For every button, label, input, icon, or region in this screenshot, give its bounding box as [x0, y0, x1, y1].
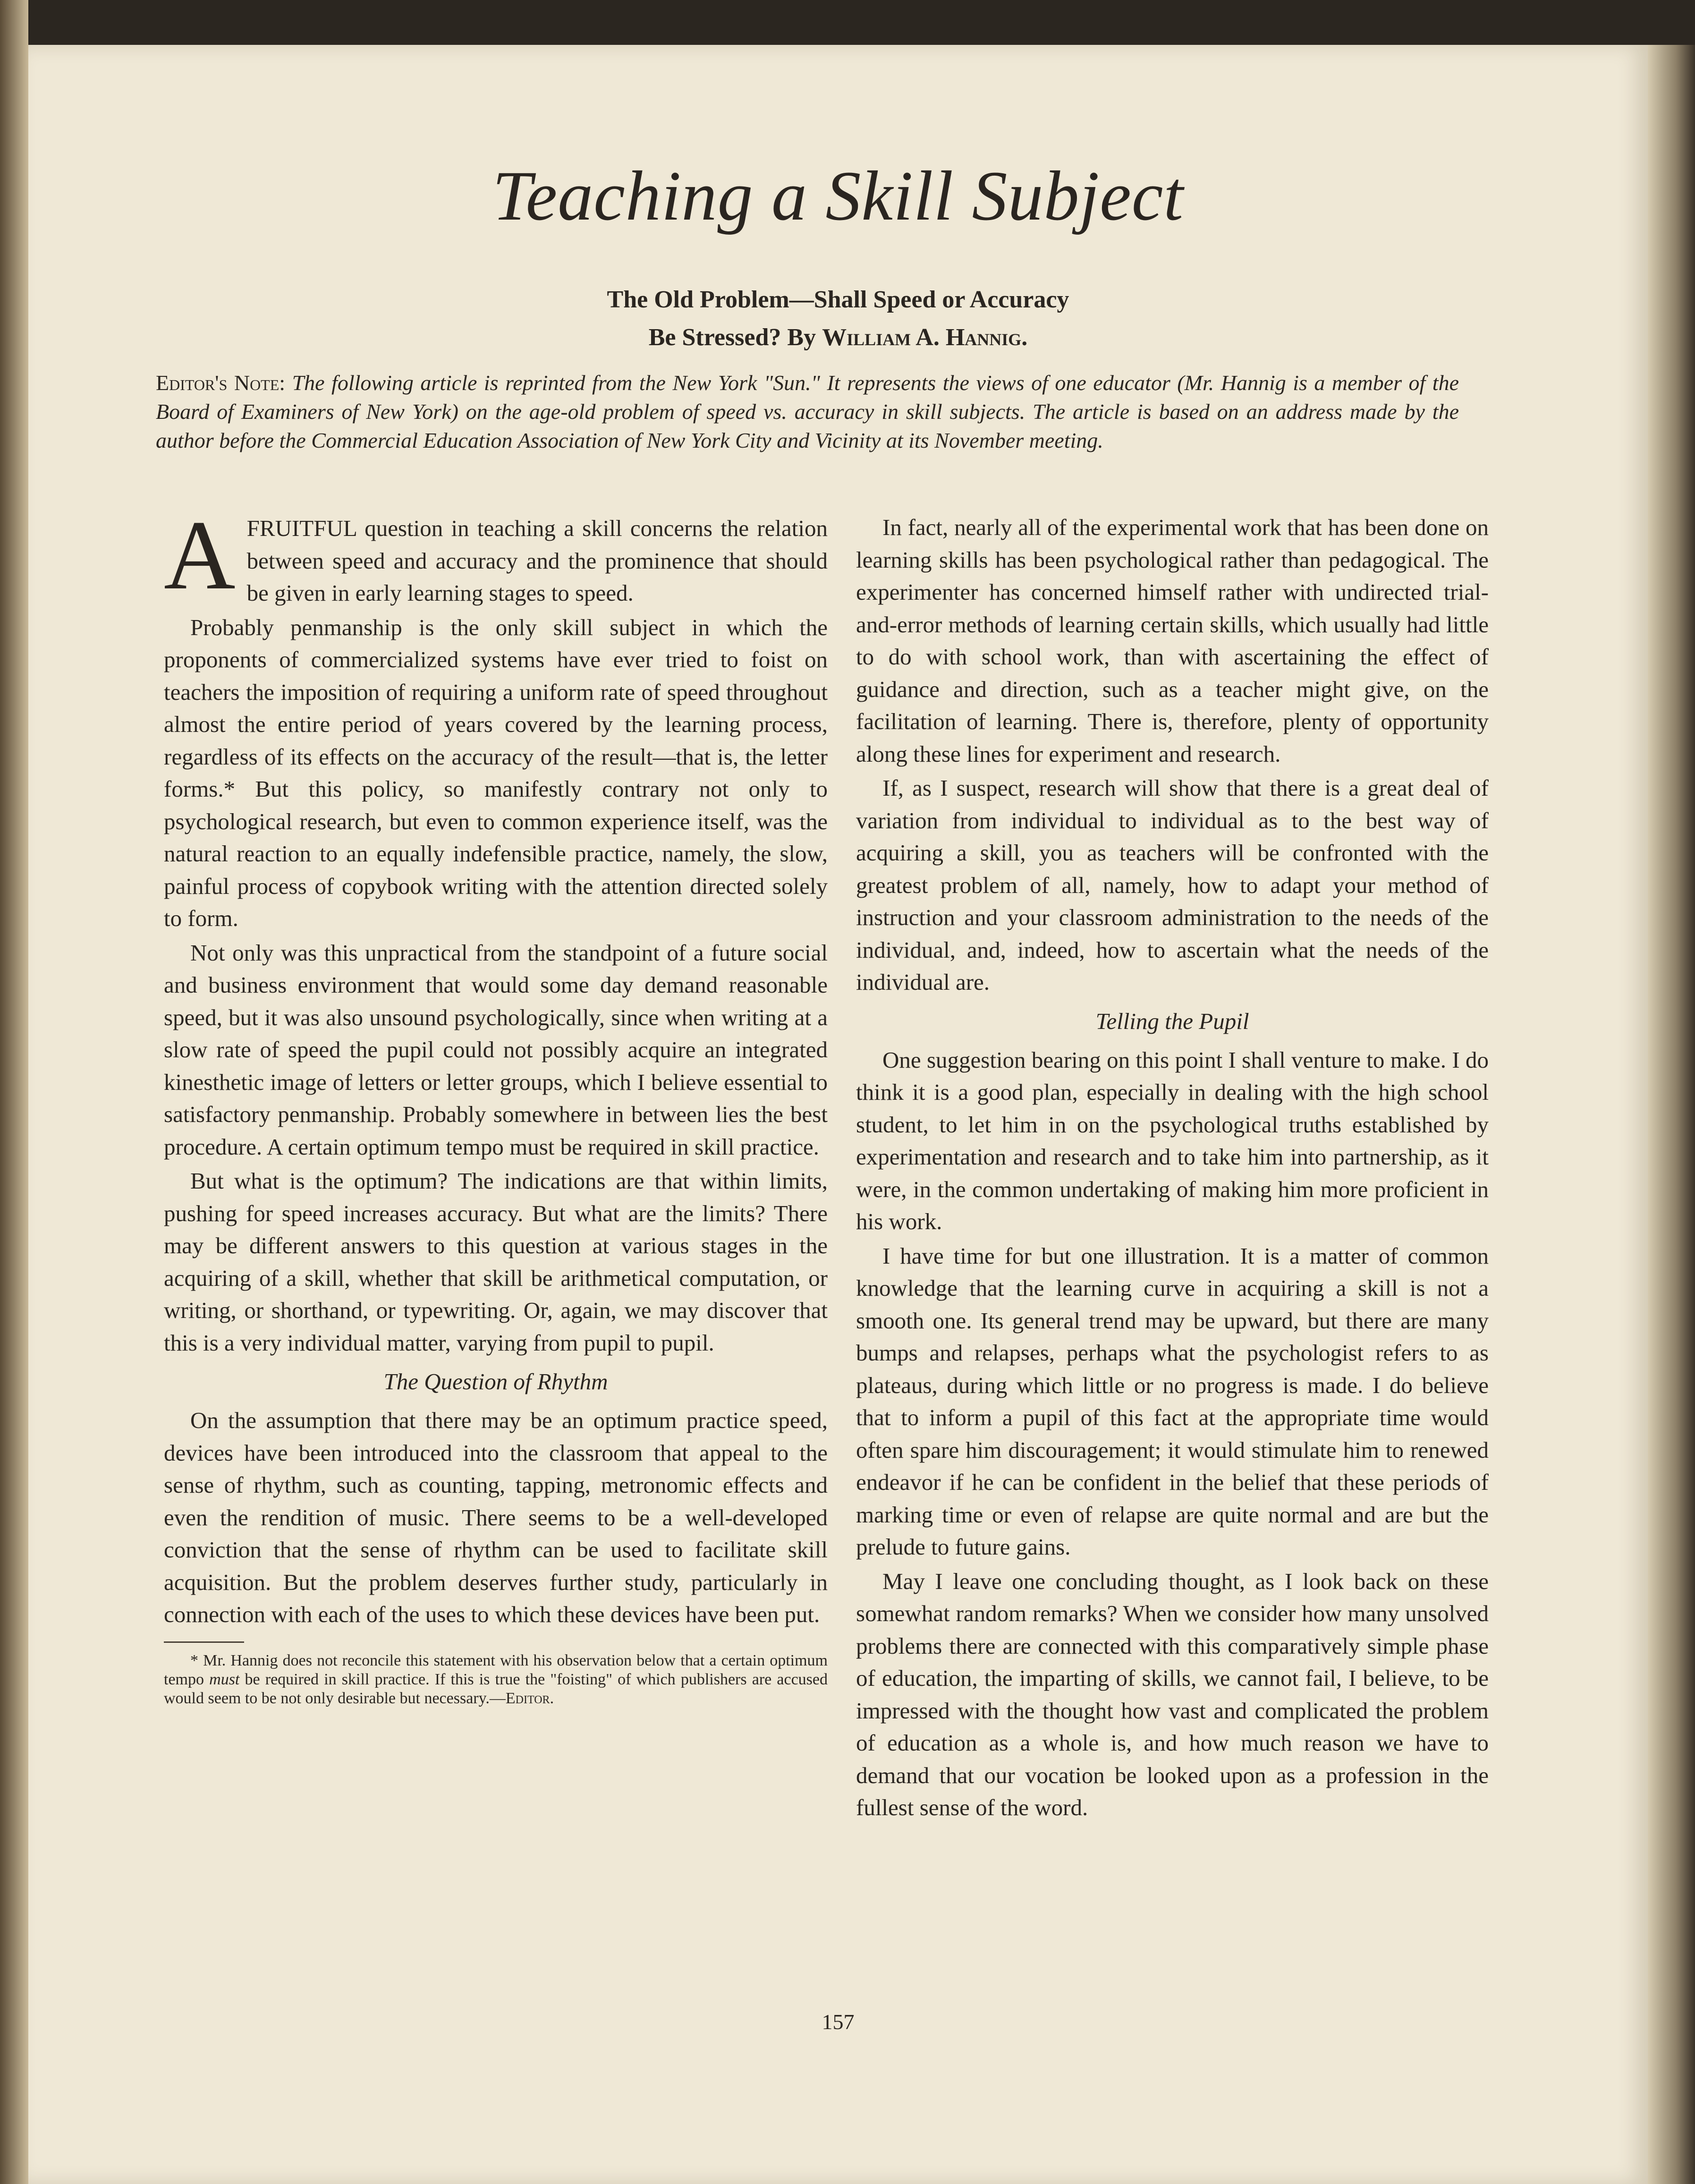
document-page	[28, 45, 1648, 2184]
paragraph: If, as I suspect, research will show that there is a great deal of variation from individual to individual as to the best way of acquiring a skill, you as teachers will be confronted with the greatest problem of all, namely, how to adapt your method of instruction and your classroom administration to the needs of the individual, and, indeed, how to ascertain what the needs of the individual are.	[856, 775, 1489, 995]
article-subtitle	[28, 281, 1648, 357]
paragraph: One suggestion bearing on this point I shall venture to make. I do think it is a good plan, especially in dealing with the high school student, to let him in on the psychological truths established by experimentation and research and to take him into partnership, as it were, in the common undertaking of making him more proficient in his work.	[856, 1046, 1489, 1234]
paragraph-text: FRUITFUL question in teaching a skill concerns the relation between speed and accuracy and the prominence that should be given in early learning stages to speed.	[246, 515, 828, 606]
paragraph: Probably penmanship is the only skill subject in which the proponents of commercialized systems have ever tried to foist on teachers the imposition of requiring a uniform rate of speed throughout almost the entire period of years covered by the learning process, regardless of its effects on the accuracy of the result—that is, the letter forms.* But this policy, so manifestly contrary not only to psychological research, but even to common experience itself, was the natural reaction to an equally indefensible practice, namely, the slow, painful process of copybook writing with the attention directed solely to form.	[164, 614, 828, 931]
drop-cap: A	[164, 501, 236, 610]
right-column-content	[856, 511, 1489, 1824]
footnote-emphasis: must	[209, 1670, 240, 1688]
article-title: Teaching a Skill Subject	[492, 157, 1184, 235]
book-gutter	[0, 0, 28, 2184]
subtitle-prefix: Be Stressed? By	[648, 324, 822, 351]
footnote	[164, 1651, 828, 1708]
editor-note-text: The following article is reprinted from the New York "Sun." It represents the views of one educator (Mr. Hannig is a member of the Board of Examiners of New York) on the age-old problem of speed vs. accuracy in skill subjects. The article is based on an address made by the author before the Commercial Education Association of New York City and Vicinity at its November meeting.	[156, 371, 1459, 452]
page-edge	[1648, 45, 1695, 2184]
section-heading: The Question of Rhythm	[383, 1368, 608, 1394]
paragraph: Not only was this unpractical from the standpoint of a future social and business environment that would some day demand reasonable speed, but it was also unsound psychologically, since when writing at a slow rate of speed the pupil could not possibly acquire an integrated kinesthetic image of letters or letter groups, which I believe essential to satisfactory penmanship. Probably somewhere in between lies the best procedure. A certain optimum tempo must be required in skill practice.	[164, 939, 828, 1160]
paragraph: In fact, nearly all of the experimental work that has been done on learning skills has been psychological rather than pedagogical. The experimenter has concerned himself rather with undirected trial-and-error methods of learning certain skills, which usually had little to do with school work, than with ascertaining the effect of guidance and direction, such as a teacher might give, on the facilitation of learning. There is, therefore, plenty of opportunity along these lines for experiment and research.	[856, 514, 1489, 767]
footnote-text-b: be required in skill practice. If this is true the "foisting" of which publishers are accused would seem to be not only desirable but necessary.—	[164, 1670, 828, 1707]
left-column	[164, 501, 828, 1710]
paragraph	[164, 501, 828, 610]
subtitle-line-2	[28, 319, 1648, 357]
paragraph: On the assumption that there may be an optimum practice speed, devices have been introduced into the classroom that appeal to the sense of rhythm, such as counting, tapping, metronomic effects and even the rendition of music. There seems to be a well-developed conviction that the sense of rhythm can be used to facilitate skill acquisition. But the problem deserves further study, particularly in connection with each of the uses to which these devices have been put.	[164, 1407, 828, 1627]
author-byline: William A. Hannig.	[822, 324, 1028, 351]
subtitle-line-1: The Old Problem—Shall Speed or Accuracy	[607, 286, 1069, 313]
footnote-rule	[164, 1641, 244, 1643]
editor-note	[156, 368, 1459, 455]
paragraph: I have time for but one illustration. It is a matter of common knowledge that the learning curve in acquiring a skill is not a smooth one. Its general trend may be upward, but there are many bumps and relapses, perhaps what the psychologist refers to as plateaus, during which little or no progress is made. I do believe that to inform a pupil of this fact at the appropriate time would often spare him discouragement; it would stimulate him to renewed endeavor if he can be confident in the belief that these periods of marking time or even of relapse are quite normal and are but the prelude to future gains.	[856, 1242, 1489, 1560]
footnote-text-a: * Mr. Hannig does not reconcile this statement with his observation below that a certain optimum tempo	[164, 1651, 828, 1688]
paragraph: But what is the optimum? The indications are that within limits, pushing for speed increases accuracy. But what are the limits? There may be different answers to this question at various stages in the acquiring of a skill, whether that skill be arithmetical computation, or writing, or shorthand, or typewriting. Or, again, we may discover that this is a very individual matter, varying from pupil to pupil.	[164, 1168, 828, 1356]
page-number: 157	[822, 2010, 855, 2034]
footnote-signature: Editor.	[505, 1689, 554, 1707]
right-column	[828, 511, 1489, 1826]
section-heading: Telling the Pupil	[1095, 1008, 1249, 1034]
paragraph: May I leave one concluding thought, as I look back on these somewhat random remarks? When we consider how many unsolved problems there are connected with this comparatively simple phase of education, the imparting of skills, we cannot fail, I believe, to be impressed with the thought how vast and complicated the problem of education as a whole is, and how much reason we have to demand that our vocation be looked upon as a profession in the fullest sense of the word.	[856, 1568, 1489, 1820]
editor-note-label: Editor's Note:	[156, 371, 286, 395]
